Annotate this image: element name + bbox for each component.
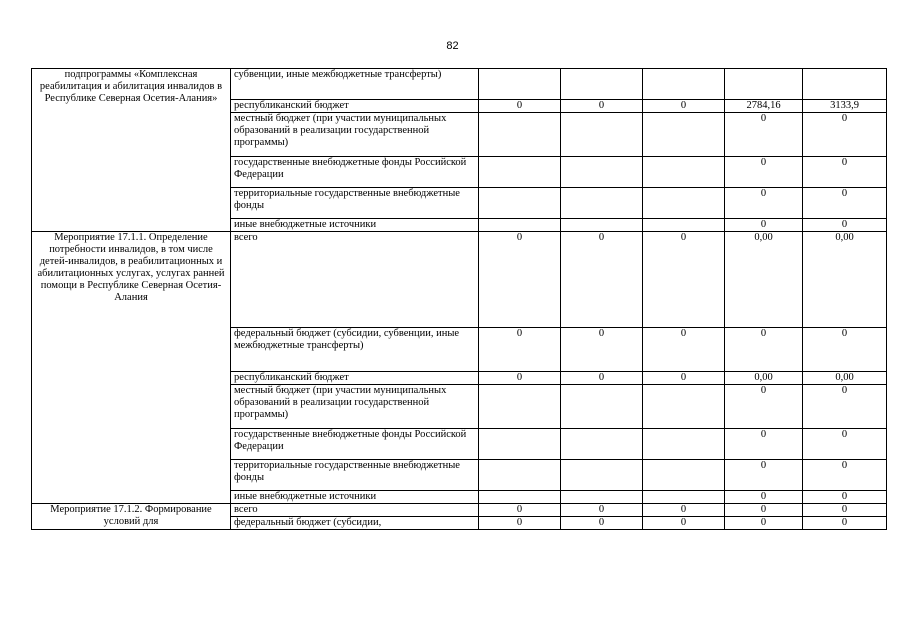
amount-cell: 0 [561, 372, 643, 385]
amount-cell: 0 [725, 460, 803, 491]
amount-cell [643, 429, 725, 460]
amount-cell: 0 [561, 100, 643, 113]
amount-cell [643, 460, 725, 491]
amount-cell: 0 [643, 232, 725, 328]
funding-source-cell: всего [231, 232, 479, 328]
table-row [32, 504, 887, 517]
amount-cell: 0 [725, 491, 803, 504]
amount-cell [561, 219, 643, 232]
funding-source-cell: республиканский бюджет [231, 100, 479, 113]
amount-cell: 0 [725, 429, 803, 460]
amount-cell [479, 188, 561, 219]
amount-cell: 0 [803, 385, 887, 429]
amount-cell [479, 491, 561, 504]
amount-cell [561, 460, 643, 491]
amount-cell: 0 [803, 504, 887, 517]
amount-cell: 0 [725, 219, 803, 232]
program-title-cell: Мероприятие 17.1.2. Формирование условий для [32, 504, 231, 530]
amount-cell: 0 [803, 491, 887, 504]
amount-cell: 0 [561, 328, 643, 372]
amount-cell: 0 [479, 504, 561, 517]
amount-cell: 0 [643, 328, 725, 372]
amount-cell: 0,00 [803, 232, 887, 328]
amount-cell: 0 [803, 219, 887, 232]
amount-cell [561, 69, 643, 100]
budget-table-body [32, 69, 887, 530]
amount-cell [643, 491, 725, 504]
amount-cell: 0 [803, 157, 887, 188]
amount-cell [803, 69, 887, 100]
funding-source-cell: местный бюджет (при участии муниципальных образований в реализации государственной программы) [231, 385, 479, 429]
amount-cell [479, 113, 561, 157]
funding-source-cell: государственные внебюджетные фонды Российской Федерации [231, 429, 479, 460]
page-number: 82 [446, 40, 459, 52]
amount-cell: 0,00 [803, 372, 887, 385]
amount-cell: 0,00 [725, 372, 803, 385]
amount-cell [561, 188, 643, 219]
amount-cell: 0 [643, 504, 725, 517]
amount-cell: 0,00 [725, 232, 803, 328]
amount-cell [725, 69, 803, 100]
amount-cell: 0 [479, 372, 561, 385]
funding-source-cell: федеральный бюджет (субсидии, субвенции, иные межбюджетные трансферты) [231, 328, 479, 372]
amount-cell: 3133,9 [803, 100, 887, 113]
amount-cell: 0 [725, 188, 803, 219]
program-title-cell: Мероприятие 17.1.1. Определение потребности инвалидов, в том числе детей-инвалидов, в реабилитационных и абилитационных услугах, услугах ранней помощи в Республике Северная Осетия-Алания [32, 232, 231, 504]
amount-cell [479, 429, 561, 460]
amount-cell [643, 157, 725, 188]
amount-cell [479, 157, 561, 188]
amount-cell: 0 [803, 113, 887, 157]
amount-cell [479, 69, 561, 100]
amount-cell [479, 460, 561, 491]
funding-source-cell: территориальные государственные внебюджетные фонды [231, 460, 479, 491]
funding-source-cell: всего [231, 504, 479, 517]
amount-cell: 0 [643, 372, 725, 385]
amount-cell: 0 [479, 232, 561, 328]
funding-source-cell: иные внебюджетные источники [231, 491, 479, 504]
amount-cell: 0 [479, 100, 561, 113]
amount-cell [561, 157, 643, 188]
amount-cell: 0 [725, 385, 803, 429]
amount-cell [643, 219, 725, 232]
budget-table [31, 68, 887, 530]
amount-cell: 0 [561, 517, 643, 530]
amount-cell: 0 [561, 232, 643, 328]
amount-cell [561, 385, 643, 429]
amount-cell: 0 [561, 504, 643, 517]
funding-source-cell: государственные внебюджетные фонды Российской Федерации [231, 157, 479, 188]
amount-cell [643, 113, 725, 157]
amount-cell: 0 [803, 517, 887, 530]
amount-cell: 0 [725, 517, 803, 530]
amount-cell: 0 [479, 328, 561, 372]
amount-cell: 0 [803, 328, 887, 372]
amount-cell: 0 [643, 517, 725, 530]
amount-cell: 0 [725, 328, 803, 372]
amount-cell: 0 [725, 157, 803, 188]
amount-cell [643, 69, 725, 100]
funding-source-cell: субвенции, иные межбюджетные трансферты) [231, 69, 479, 100]
program-title-cell: подпрограммы «Комплексная реабилитация и абилитация инвалидов в Республике Северная Осетия-Алания» [32, 69, 231, 232]
amount-cell: 2784,16 [725, 100, 803, 113]
amount-cell: 0 [643, 100, 725, 113]
funding-source-cell: иные внебюджетные источники [231, 219, 479, 232]
amount-cell [561, 491, 643, 504]
table-row [32, 69, 887, 100]
amount-cell [561, 113, 643, 157]
amount-cell [561, 429, 643, 460]
amount-cell [643, 188, 725, 219]
amount-cell: 0 [725, 504, 803, 517]
amount-cell [479, 385, 561, 429]
amount-cell: 0 [725, 113, 803, 157]
amount-cell [643, 385, 725, 429]
amount-cell: 0 [803, 188, 887, 219]
amount-cell: 0 [479, 517, 561, 530]
funding-source-cell: федеральный бюджет (субсидии, [231, 517, 479, 530]
amount-cell: 0 [803, 429, 887, 460]
amount-cell [479, 219, 561, 232]
funding-source-cell: республиканский бюджет [231, 372, 479, 385]
amount-cell: 0 [803, 460, 887, 491]
funding-source-cell: местный бюджет (при участии муниципальных образований в реализации государственной программы) [231, 113, 479, 157]
table-row [32, 232, 887, 328]
funding-source-cell: территориальные государственные внебюджетные фонды [231, 188, 479, 219]
